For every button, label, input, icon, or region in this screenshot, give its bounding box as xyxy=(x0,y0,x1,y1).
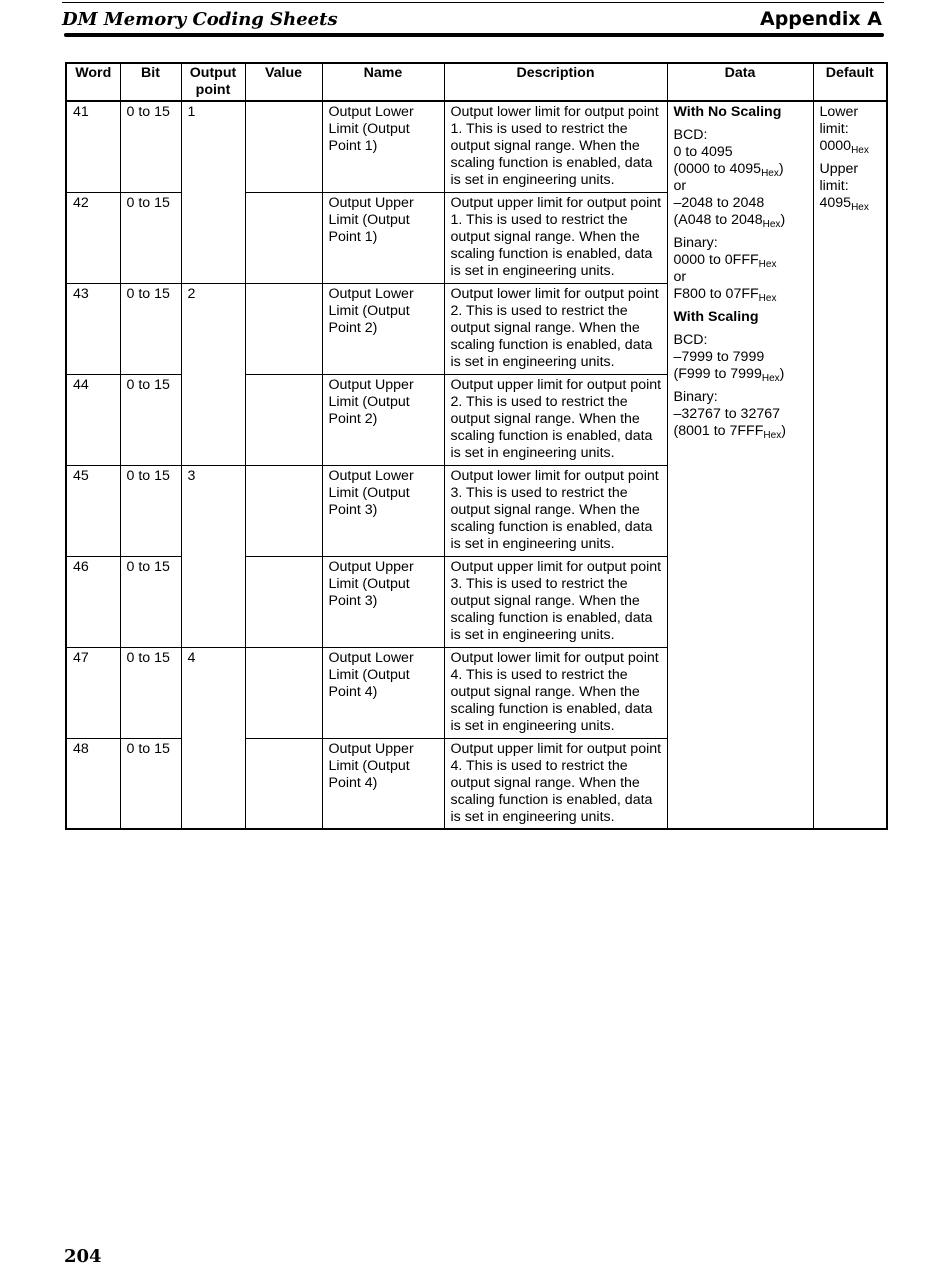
data-scaling-binary-block xyxy=(674,389,808,440)
cell-value xyxy=(245,283,322,374)
header-rule xyxy=(64,33,884,37)
default-lower-value: $0000_{Hex}$ xyxy=(819,138,869,156)
cell-description: Output upper limit for output point 2. This is used to restrict the output signal range. When the scaling function is enabled, data is set in engineering units. xyxy=(444,374,667,465)
data-bcd-block xyxy=(674,127,808,229)
default-upper-label: Upper limit: xyxy=(819,161,859,194)
table-header-row xyxy=(66,63,887,101)
cell-description: Output upper limit for output point 4. This is used to restrict the output signal range. When the scaling function is enabled, data is set in engineering units. xyxy=(444,738,667,829)
data-or: or xyxy=(673,269,687,285)
default-lower-label: Lower limit: xyxy=(819,104,859,137)
cell-word: 47 xyxy=(66,647,120,738)
cell-word: 45 xyxy=(66,465,120,556)
data-bcd-range2: –2048 to 2048 xyxy=(673,195,765,211)
data-scaling-bcd-label: BCD: xyxy=(673,332,708,348)
data-binary-label: Binary: xyxy=(673,235,718,251)
col-header-data: Data xyxy=(667,63,813,101)
cell-output-point: 3 xyxy=(181,465,245,647)
cell-word: 44 xyxy=(66,374,120,465)
page-header xyxy=(62,0,884,38)
section-title: DM Memory Coding Sheets xyxy=(62,9,338,30)
data-scaling-bcd-hex: (F999 to $7999_{Hex}$) xyxy=(673,366,785,384)
cell-name: Output Lower Limit (Output Point 1) xyxy=(322,101,444,192)
data-scaling-bin-range: –32767 to 32767 xyxy=(673,406,781,422)
cell-name: Output Lower Limit (Output Point 2) xyxy=(322,283,444,374)
data-no-scaling-heading: With No Scaling xyxy=(673,104,782,120)
header-top-rule xyxy=(62,2,884,3)
cell-description: Output lower limit for output point 3. This is used to restrict the output signal range. When the scaling function is enabled, data is set in engineering units. xyxy=(444,465,667,556)
cell-output-point: 1 xyxy=(181,101,245,283)
col-header-name: Name xyxy=(322,63,444,101)
cell-name: Output Upper Limit (Output Point 2) xyxy=(322,374,444,465)
data-scaling-binary-label: Binary: xyxy=(673,389,718,405)
col-header-description: Description xyxy=(444,63,667,101)
cell-bit: 0 to 15 xyxy=(120,374,181,465)
default-upper xyxy=(820,161,882,212)
data-scaling-bcd-block xyxy=(674,332,808,383)
cell-bit: 0 to 15 xyxy=(120,738,181,829)
dm-coding-table xyxy=(65,62,888,830)
cell-value xyxy=(245,465,322,556)
data-bcd-range1: 0 to 4095 xyxy=(673,144,733,160)
data-bcd-hex2: (A048 to $2048_{Hex}$) xyxy=(673,212,786,230)
cell-bit: 0 to 15 xyxy=(120,465,181,556)
cell-bit: 0 to 15 xyxy=(120,101,181,192)
cell-bit: 0 to 15 xyxy=(120,283,181,374)
cell-value xyxy=(245,192,322,283)
cell-name: Output Upper Limit (Output Point 3) xyxy=(322,556,444,647)
cell-output-point: 2 xyxy=(181,283,245,465)
col-header-value: Value xyxy=(245,63,322,101)
cell-value xyxy=(245,647,322,738)
cell-bit: 0 to 15 xyxy=(120,556,181,647)
cell-word: 41 xyxy=(66,101,120,192)
cell-word: 43 xyxy=(66,283,120,374)
cell-word: 42 xyxy=(66,192,120,283)
data-bcd-hex1: (0000 to $4095_{Hex}$) xyxy=(673,161,784,179)
data-scaling-bcd-range: –7999 to 7999 xyxy=(673,349,765,365)
cell-description: Output upper limit for output point 1. This is used to restrict the output signal range. When the scaling function is enabled, data is set in engineering units. xyxy=(444,192,667,283)
data-or: or xyxy=(673,178,687,194)
cell-bit: 0 to 15 xyxy=(120,192,181,283)
data-scaling-bin-hex: (8001 to $7FFF_{Hex}$) xyxy=(673,423,786,441)
cell-data xyxy=(667,101,813,829)
col-header-default: Default xyxy=(813,63,887,101)
cell-name: Output Upper Limit (Output Point 1) xyxy=(322,192,444,283)
data-bin-range1: 0000 to $0FFF_{Hex}$ xyxy=(673,252,777,270)
col-header-bit: Bit xyxy=(120,63,181,101)
cell-value xyxy=(245,556,322,647)
cell-word: 46 xyxy=(66,556,120,647)
cell-value xyxy=(245,101,322,192)
cell-name: Output Upper Limit (Output Point 4) xyxy=(322,738,444,829)
appendix-title: Appendix A xyxy=(759,8,882,30)
col-header-output-point: Output point xyxy=(181,63,245,101)
data-scaling-heading: With Scaling xyxy=(673,309,759,325)
col-header-word: Word xyxy=(66,63,120,101)
cell-name: Output Lower Limit (Output Point 3) xyxy=(322,465,444,556)
data-bin-range2: F800 to $07FF_{Hex}$ xyxy=(673,286,777,304)
cell-name: Output Lower Limit (Output Point 4) xyxy=(322,647,444,738)
cell-value xyxy=(245,738,322,829)
table-row xyxy=(66,101,887,192)
cell-default xyxy=(813,101,887,829)
cell-value xyxy=(245,374,322,465)
default-upper-value: $4095_{Hex}$ xyxy=(819,195,869,213)
cell-output-point: 4 xyxy=(181,647,245,829)
cell-description: Output upper limit for output point 3. This is used to restrict the output signal range. When the scaling function is enabled, data is set in engineering units. xyxy=(444,556,667,647)
cell-description: Output lower limit for output point 1. This is used to restrict the output signal range. When the scaling function is enabled, data is set in engineering units. xyxy=(444,101,667,192)
page-number: 204 xyxy=(64,1246,102,1267)
data-binary-block xyxy=(674,235,808,303)
cell-bit: 0 to 15 xyxy=(120,647,181,738)
default-lower xyxy=(820,104,882,155)
cell-description: Output lower limit for output point 2. This is used to restrict the output signal range. When the scaling function is enabled, data is set in engineering units. xyxy=(444,283,667,374)
data-bcd-label: BCD: xyxy=(673,127,708,143)
cell-description: Output lower limit for output point 4. This is used to restrict the output signal range. When the scaling function is enabled, data is set in engineering units. xyxy=(444,647,667,738)
cell-word: 48 xyxy=(66,738,120,829)
